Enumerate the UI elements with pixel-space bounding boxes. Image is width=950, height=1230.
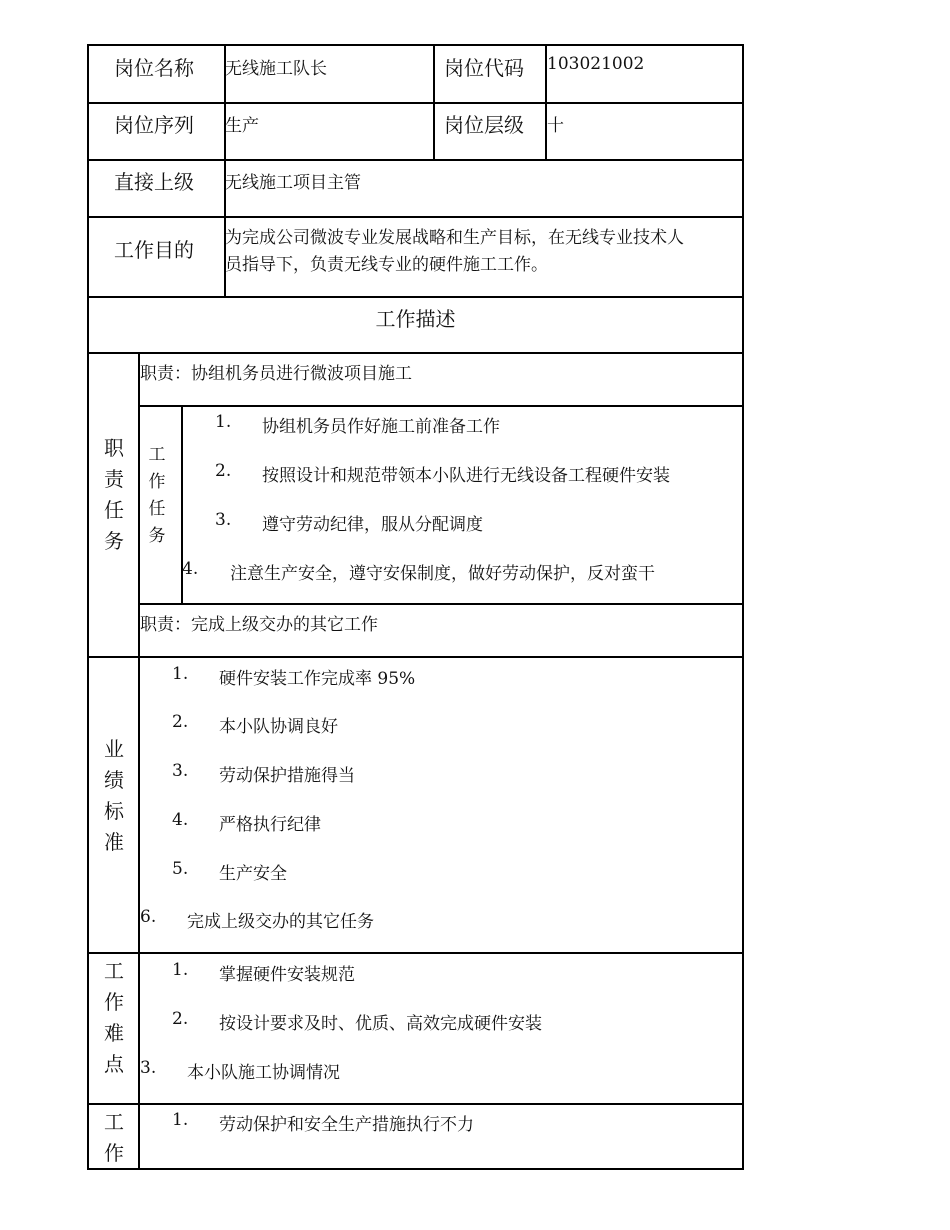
difficulty-item: 掌握硬件安装规范 (219, 965, 355, 985)
sequence-label: 岗位序列 (114, 113, 194, 137)
performance-number: 4. (172, 810, 189, 830)
difficulty-number: 2. (172, 1009, 189, 1029)
risks-label: 工作 (104, 1110, 124, 1165)
sequence-value: 生产 (225, 116, 259, 136)
task-number: 3. (215, 510, 232, 530)
task-number: 2. (215, 461, 232, 481)
performance-number: 3. (172, 761, 189, 781)
duties-label: 职责任务 (104, 436, 124, 553)
table-rule (87, 216, 744, 218)
performance-label: 业绩标准 (104, 737, 124, 854)
duty-2: 职责：完成上级交办的其它工作 (140, 615, 378, 635)
difficulty-number: 3. (140, 1058, 157, 1078)
table-border-right (742, 44, 744, 1170)
difficulty-item: 本小队施工协调情况 (187, 1063, 340, 1083)
table-border-left (87, 44, 89, 1170)
table-rule (87, 656, 744, 658)
performance-number: 5. (172, 859, 189, 879)
purpose-label: 工作目的 (114, 238, 194, 262)
table-border-bottom (87, 1168, 744, 1170)
duty-1: 职责：协组机务员进行微波项目施工 (140, 364, 412, 384)
position-code-label: 岗位代码 (444, 56, 524, 80)
table-rule (138, 405, 744, 407)
table-rule (138, 603, 744, 605)
task-item: 遵守劳动纪律，服从分配调度 (262, 515, 483, 535)
difficulty-number: 1. (172, 960, 189, 980)
performance-item: 硬件安装工作完成率 95% (219, 669, 416, 689)
performance-item: 生产安全 (219, 864, 287, 884)
table-rule (87, 952, 744, 954)
supervisor-value: 无线施工项目主管 (225, 173, 361, 193)
table-rule (87, 352, 744, 354)
task-item: 按照设计和规范带领本小队进行无线设备工程硬件安装 (262, 466, 670, 486)
table-rule (87, 159, 744, 161)
difficulties-label: 工作难点 (104, 959, 124, 1076)
difficulty-item: 按设计要求及时、优质、高效完成硬件安装 (219, 1014, 542, 1034)
table-col-rule (138, 352, 140, 1170)
table-rule (87, 296, 744, 298)
level-value: 十 (547, 116, 564, 136)
position-name-label: 岗位名称 (114, 56, 194, 80)
performance-item: 劳动保护措施得当 (219, 766, 355, 786)
performance-item: 本小队协调良好 (219, 717, 338, 737)
performance-number: 2. (172, 712, 189, 732)
performance-number: 1. (172, 664, 189, 684)
supervisor-label: 直接上级 (114, 170, 194, 194)
task-number: 1. (215, 412, 232, 432)
description-title: 工作描述 (375, 307, 456, 331)
table-col-rule (433, 44, 435, 161)
table-rule (87, 102, 744, 104)
task-label: 工作任务 (148, 445, 166, 546)
task-item: 注意生产安全，遵守安保制度，做好劳动保护，反对蛮干 (230, 564, 655, 584)
task-item: 协组机务员作好施工前准备工作 (262, 417, 500, 437)
performance-number: 6. (140, 907, 157, 927)
task-number: 4. (182, 559, 199, 579)
level-label: 岗位层级 (444, 113, 524, 137)
table-border-top (87, 44, 744, 46)
table-rule (87, 1103, 744, 1105)
purpose-line-1: 为完成公司微波专业发展战略和生产目标，在无线专业技术人 (225, 228, 684, 248)
performance-item: 严格执行纪律 (219, 815, 321, 835)
performance-item: 完成上级交办的其它任务 (187, 912, 374, 932)
position-name-value: 无线施工队长 (225, 59, 327, 79)
risk-number: 1. (172, 1110, 189, 1130)
risk-item: 劳动保护和安全生产措施执行不力 (219, 1115, 474, 1135)
purpose-line-2: 员指导下，负责无线专业的硬件施工工作。 (225, 255, 548, 275)
position-code-value: 103021002 (547, 54, 645, 74)
